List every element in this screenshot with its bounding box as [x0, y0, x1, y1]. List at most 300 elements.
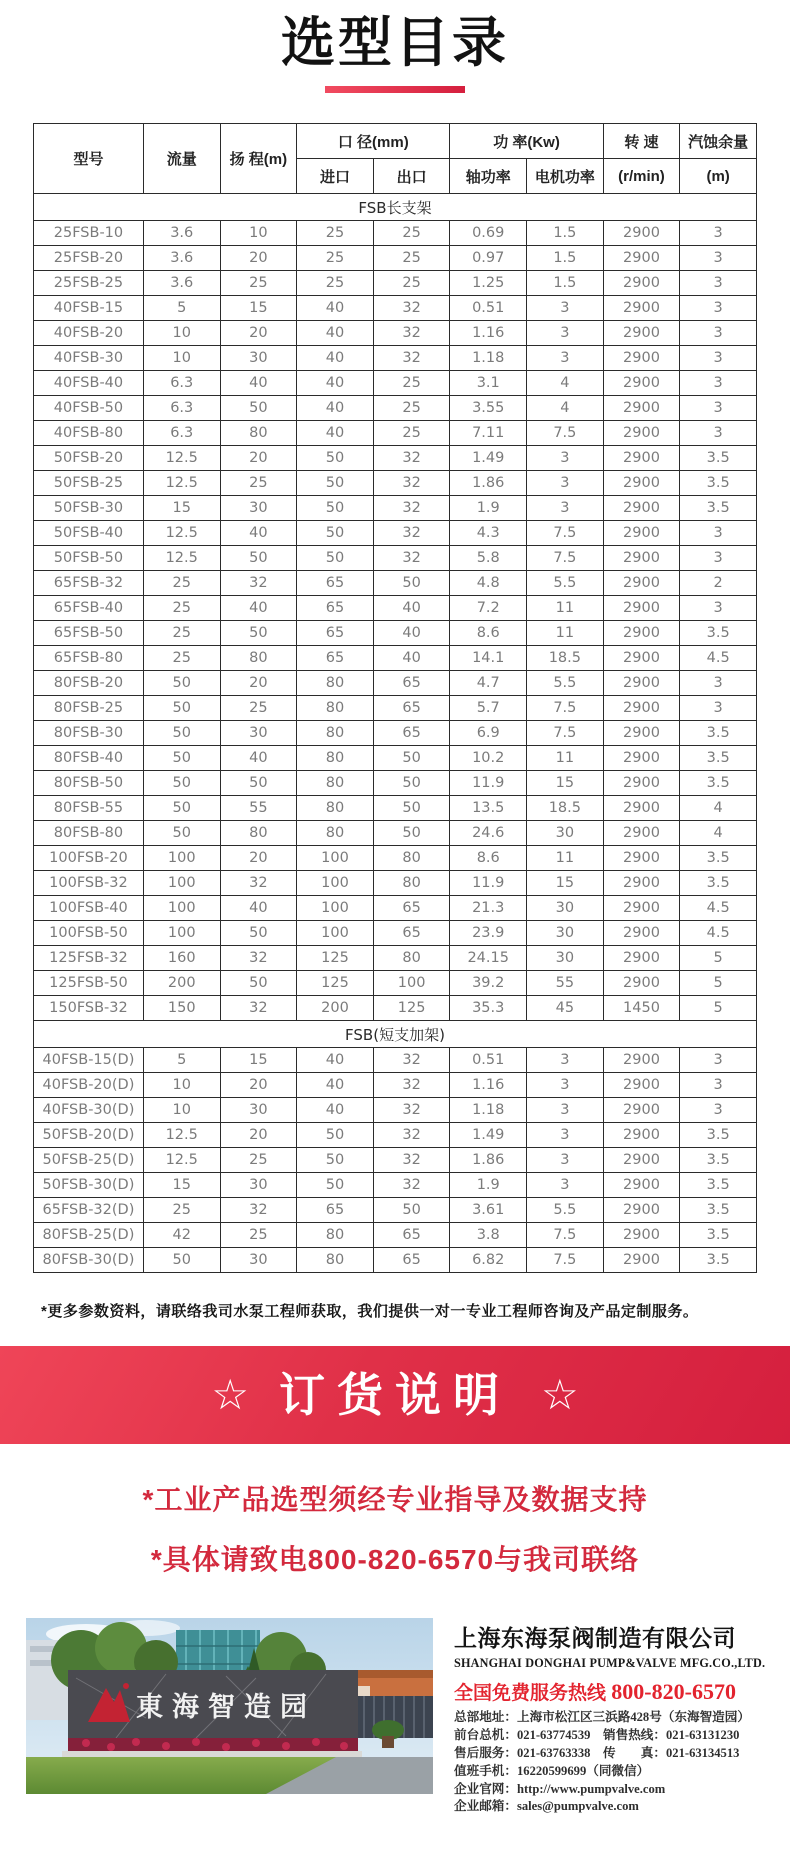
table-cell: 30	[220, 1098, 297, 1123]
table-cell: 20	[220, 1123, 297, 1148]
table-cell: 5.8	[450, 546, 527, 571]
table-cell: 4.3	[450, 521, 527, 546]
table-cell: 12.5	[143, 446, 220, 471]
table-cell: 80	[297, 796, 374, 821]
table-cell: 20	[220, 1073, 297, 1098]
table-cell: 4	[680, 821, 757, 846]
table-cell: 3.5	[680, 771, 757, 796]
contact-list	[454, 1709, 764, 1816]
table-row	[34, 896, 757, 921]
col-header-flow: 流量	[143, 124, 220, 194]
table-cell: 30	[220, 1248, 297, 1273]
company-info	[454, 1618, 764, 1816]
table-row	[34, 746, 757, 771]
table-cell: 3	[680, 1098, 757, 1123]
table-cell: 7.5	[527, 1248, 604, 1273]
table-cell: 32	[373, 1148, 450, 1173]
table-cell: 2900	[603, 371, 680, 396]
table-cell: 40FSB-15(D)	[34, 1048, 144, 1073]
table-cell: 160	[143, 946, 220, 971]
col-header-speed: 转 速	[603, 124, 680, 159]
selection-table-body	[34, 194, 757, 1273]
table-cell: 65	[373, 1223, 450, 1248]
table-cell: 2900	[603, 596, 680, 621]
table-cell: 30	[527, 896, 604, 921]
table-cell: 80	[297, 771, 374, 796]
table-row	[34, 521, 757, 546]
table-cell: 2900	[603, 771, 680, 796]
table-cell: 3	[527, 346, 604, 371]
col-header-head: 扬 程(m)	[220, 124, 297, 194]
table-cell: 4.5	[680, 921, 757, 946]
order-banner	[0, 1346, 790, 1444]
table-cell: 2900	[603, 696, 680, 721]
table-cell: 80	[297, 746, 374, 771]
table-cell: 80	[373, 846, 450, 871]
table-cell: 50	[220, 546, 297, 571]
table-row	[34, 1123, 757, 1148]
table-cell: 3.5	[680, 1123, 757, 1148]
col-header-motor-power: 电机功率	[527, 159, 604, 194]
table-cell: 80	[297, 1248, 374, 1273]
table-cell: 40	[297, 346, 374, 371]
table-row	[34, 721, 757, 746]
table-cell: 2900	[603, 896, 680, 921]
table-cell: 3.5	[680, 471, 757, 496]
table-cell: 25	[220, 696, 297, 721]
table-cell: 3	[527, 1098, 604, 1123]
table-cell: 39.2	[450, 971, 527, 996]
table-cell: 50	[220, 921, 297, 946]
table-cell: 125FSB-32	[34, 946, 144, 971]
table-cell: 40	[220, 746, 297, 771]
table-cell: 125	[373, 996, 450, 1021]
table-cell: 55	[220, 796, 297, 821]
contact-line: 前台总机：021-63774539 销售热线：021-63131230	[454, 1728, 740, 1743]
table-cell: 40	[373, 596, 450, 621]
table-cell: 50	[143, 821, 220, 846]
table-row	[34, 821, 757, 846]
table-cell: 3	[527, 446, 604, 471]
table-row	[34, 221, 757, 246]
table-row	[34, 871, 757, 896]
table-cell: 12.5	[143, 521, 220, 546]
table-cell: 80FSB-20	[34, 671, 144, 696]
table-cell: 80FSB-55	[34, 796, 144, 821]
table-cell: 3	[527, 471, 604, 496]
table-row	[34, 571, 757, 596]
col-header-model: 型号	[34, 124, 144, 194]
table-cell: 40	[220, 596, 297, 621]
table-cell: 50	[143, 771, 220, 796]
table-cell: 55	[527, 971, 604, 996]
table-cell: 100	[297, 921, 374, 946]
table-cell: 3	[680, 521, 757, 546]
table-cell: 0.97	[450, 246, 527, 271]
table-cell: 10	[143, 1073, 220, 1098]
table-cell: 100	[297, 846, 374, 871]
table-cell: 65FSB-50	[34, 621, 144, 646]
table-cell: 3	[680, 596, 757, 621]
table-cell: 25	[143, 571, 220, 596]
table-cell: 40	[373, 621, 450, 646]
sign-text: 東海智造园	[136, 1692, 316, 1723]
table-cell: 0.69	[450, 221, 527, 246]
table-cell: 5	[680, 971, 757, 996]
col-header-shaft-power: 轴功率	[450, 159, 527, 194]
table-cell: 65	[297, 596, 374, 621]
table-row	[34, 596, 757, 621]
table-cell: 3.5	[680, 1198, 757, 1223]
table-cell: 50FSB-30	[34, 496, 144, 521]
table-cell: 50	[220, 621, 297, 646]
table-row	[34, 421, 757, 446]
table-cell: 32	[373, 1173, 450, 1198]
table-cell: 30	[220, 496, 297, 521]
table-cell: 5	[143, 1048, 220, 1073]
table-cell: 6.3	[143, 421, 220, 446]
table-cell: 1.5	[527, 246, 604, 271]
table-cell: 32	[220, 1198, 297, 1223]
table-cell: 3.1	[450, 371, 527, 396]
table-cell: 18.5	[527, 646, 604, 671]
table-cell: 7.5	[527, 721, 604, 746]
table-cell: 45	[527, 996, 604, 1021]
table-cell: 30	[527, 921, 604, 946]
contact-line: 企业邮箱：sales@pumpvalve.com	[454, 1799, 639, 1814]
table-cell: 2900	[603, 921, 680, 946]
table-cell: 32	[373, 496, 450, 521]
table-cell: 1.5	[527, 271, 604, 296]
contact-line: 售后服务：021-63763338 传 真：021-63134513	[454, 1745, 740, 1760]
table-row	[34, 996, 757, 1021]
table-cell: 2900	[603, 671, 680, 696]
table-cell: 25	[297, 271, 374, 296]
table-cell: 3.55	[450, 396, 527, 421]
contact-line: 企业官网：http://www.pumpvalve.com	[454, 1781, 666, 1796]
table-cell: 1450	[603, 996, 680, 1021]
table-cell: 2900	[603, 346, 680, 371]
table-cell: 100	[143, 896, 220, 921]
table-cell: 32	[220, 996, 297, 1021]
table-cell: 24.6	[450, 821, 527, 846]
table-cell: 3	[527, 1148, 604, 1173]
table-cell: 32	[220, 871, 297, 896]
table-cell: 2900	[603, 746, 680, 771]
table-cell: 7.5	[527, 696, 604, 721]
table-row	[34, 946, 757, 971]
table-cell: 80FSB-30	[34, 721, 144, 746]
table-cell: 2900	[603, 496, 680, 521]
table-cell: 2900	[603, 246, 680, 271]
table-row	[34, 1173, 757, 1198]
table-cell: 12.5	[143, 471, 220, 496]
table-cell: 32	[373, 1073, 450, 1098]
table-cell: 8.6	[450, 621, 527, 646]
table-cell: 30	[527, 821, 604, 846]
table-cell: 40FSB-80	[34, 421, 144, 446]
table-cell: 65	[297, 571, 374, 596]
table-row	[34, 621, 757, 646]
table-cell: 80	[297, 1223, 374, 1248]
table-cell: 11	[527, 621, 604, 646]
order-banner-title: 订货说明	[279, 1369, 511, 1422]
table-cell: 32	[220, 946, 297, 971]
table-cell: 50	[297, 521, 374, 546]
table-cell: 65	[373, 671, 450, 696]
table-cell: 20	[220, 321, 297, 346]
table-cell: 15	[220, 1048, 297, 1073]
table-cell: 7.5	[527, 521, 604, 546]
table-cell: 1.5	[527, 221, 604, 246]
table-cell: 50	[143, 1248, 220, 1273]
table-cell: 2900	[603, 1148, 680, 1173]
table-cell: 40	[297, 421, 374, 446]
table-cell: 50	[297, 496, 374, 521]
table-cell: 3	[680, 396, 757, 421]
contact-line: 总部地址：上海市松江区三浜路428号（东海智造园）	[454, 1710, 750, 1725]
table-cell: 3	[680, 371, 757, 396]
table-cell: 50FSB-25(D)	[34, 1148, 144, 1173]
table-cell: 40	[297, 296, 374, 321]
table-cell: 7.5	[527, 1223, 604, 1248]
table-cell: 80FSB-25(D)	[34, 1223, 144, 1248]
star-icon: ☆	[211, 1371, 249, 1419]
table-cell: 3	[680, 546, 757, 571]
table-row	[34, 496, 757, 521]
table-cell: 5.7	[450, 696, 527, 721]
table-cell: 1.9	[450, 1173, 527, 1198]
table-cell: 25	[373, 221, 450, 246]
table-row	[34, 921, 757, 946]
table-cell: 3.5	[680, 1248, 757, 1273]
col-header-npsh-unit: (m)	[680, 159, 757, 194]
table-cell: 3.8	[450, 1223, 527, 1248]
table-cell: 80	[373, 946, 450, 971]
table-cell: 32	[373, 1048, 450, 1073]
footnote: *更多参数资料，请联络我司水泵工程师获取，我们提供一对一专业工程师咨询及产品定制服务。	[41, 1303, 699, 1321]
table-cell: 32	[373, 346, 450, 371]
table-cell: 80FSB-50	[34, 771, 144, 796]
table-cell: 40	[297, 321, 374, 346]
table-cell: 50	[143, 671, 220, 696]
table-header-row-1	[34, 124, 757, 159]
table-cell: 50FSB-20	[34, 446, 144, 471]
table-cell: 4.5	[680, 646, 757, 671]
table-cell: 4	[527, 396, 604, 421]
table-cell: 65	[297, 1198, 374, 1223]
service-hotline	[454, 1678, 764, 1705]
table-cell: 2900	[603, 796, 680, 821]
table-cell: 7.5	[527, 546, 604, 571]
table-cell: 65	[373, 921, 450, 946]
table-cell: 2900	[603, 1198, 680, 1223]
table-cell: 25FSB-10	[34, 221, 144, 246]
table-cell: 150	[143, 996, 220, 1021]
table-cell: 3.5	[680, 846, 757, 871]
table-row	[34, 646, 757, 671]
table-cell: 24.15	[450, 946, 527, 971]
table-cell: 40FSB-30(D)	[34, 1098, 144, 1123]
table-cell: 20	[220, 446, 297, 471]
table-cell: 40	[220, 896, 297, 921]
table-cell: 4.7	[450, 671, 527, 696]
table-cell: 15	[527, 871, 604, 896]
table-cell: 1.16	[450, 1073, 527, 1098]
table-cell: 65	[373, 1248, 450, 1273]
table-row	[34, 396, 757, 421]
table-cell: 3.5	[680, 871, 757, 896]
table-cell: 20	[220, 846, 297, 871]
table-cell: 25	[373, 421, 450, 446]
table-cell: 65FSB-32(D)	[34, 1198, 144, 1223]
table-cell: 32	[373, 546, 450, 571]
table-cell: 2900	[603, 1223, 680, 1248]
table-cell: 4	[680, 796, 757, 821]
table-cell: 3	[527, 1173, 604, 1198]
title-underline	[325, 86, 465, 93]
table-cell: 100FSB-20	[34, 846, 144, 871]
notice-block	[0, 1444, 790, 1578]
table-cell: 3	[680, 221, 757, 246]
table-cell: 65	[373, 721, 450, 746]
table-cell: 50	[143, 796, 220, 821]
table-cell: 18.5	[527, 796, 604, 821]
table-cell: 2900	[603, 1073, 680, 1098]
table-cell: 2900	[603, 946, 680, 971]
table-cell: 65	[373, 896, 450, 921]
factory-photo	[26, 1618, 433, 1794]
table-row	[34, 471, 757, 496]
table-cell: 11.9	[450, 871, 527, 896]
table-cell: 100	[373, 971, 450, 996]
table-cell: 40	[297, 371, 374, 396]
table-cell: 50FSB-30(D)	[34, 1173, 144, 1198]
table-cell: 2900	[603, 271, 680, 296]
table-cell: 80	[297, 721, 374, 746]
table-row	[34, 546, 757, 571]
table-cell: 2900	[603, 821, 680, 846]
section-label: FSB(短支加架)	[34, 1021, 757, 1048]
table-cell: 100	[297, 896, 374, 921]
col-header-outlet: 出口	[373, 159, 450, 194]
notice-line-1: *工业产品选型须经专业指导及数据支持	[142, 1484, 648, 1516]
table-cell: 6.3	[143, 371, 220, 396]
table-cell: 2900	[603, 296, 680, 321]
table-cell: 5.5	[527, 671, 604, 696]
table-cell: 3	[680, 271, 757, 296]
table-cell: 80	[297, 696, 374, 721]
table-cell: 25FSB-20	[34, 246, 144, 271]
table-cell: 3	[527, 321, 604, 346]
table-cell: 2900	[603, 221, 680, 246]
table-row	[34, 246, 757, 271]
table-cell: 32	[373, 521, 450, 546]
table-row	[34, 271, 757, 296]
table-cell: 200	[297, 996, 374, 1021]
table-cell: 0.51	[450, 296, 527, 321]
table-row	[34, 846, 757, 871]
table-row	[34, 671, 757, 696]
table-cell: 2900	[603, 471, 680, 496]
table-cell: 32	[220, 571, 297, 596]
table-cell: 2900	[603, 621, 680, 646]
table-cell: 80FSB-40	[34, 746, 144, 771]
table-row	[34, 321, 757, 346]
table-cell: 25	[373, 396, 450, 421]
table-cell: 65FSB-80	[34, 646, 144, 671]
table-cell: 50	[143, 696, 220, 721]
table-cell: 1.16	[450, 321, 527, 346]
table-cell: 40	[220, 371, 297, 396]
table-cell: 3.5	[680, 446, 757, 471]
table-cell: 3.61	[450, 1198, 527, 1223]
table-cell: 3	[527, 1048, 604, 1073]
table-cell: 3	[680, 1073, 757, 1098]
table-cell: 3	[680, 246, 757, 271]
table-cell: 40	[297, 1098, 374, 1123]
table-cell: 2900	[603, 1248, 680, 1273]
table-cell: 15	[220, 296, 297, 321]
table-cell: 12.5	[143, 1148, 220, 1173]
table-row	[34, 796, 757, 821]
table-cell: 80	[297, 671, 374, 696]
table-cell: 150FSB-32	[34, 996, 144, 1021]
table-cell: 125	[297, 946, 374, 971]
table-cell: 50	[220, 396, 297, 421]
company-name-cn: 上海东海泵阀制造有限公司	[454, 1625, 736, 1652]
table-cell: 50	[297, 1173, 374, 1198]
table-cell: 2900	[603, 421, 680, 446]
table-cell: 30	[527, 946, 604, 971]
table-cell: 7.2	[450, 596, 527, 621]
table-cell: 3.6	[143, 271, 220, 296]
table-cell: 30	[220, 1173, 297, 1198]
table-cell: 65	[297, 646, 374, 671]
table-cell: 2900	[603, 971, 680, 996]
table-cell: 42	[143, 1223, 220, 1248]
table-row	[34, 346, 757, 371]
table-cell: 40FSB-40	[34, 371, 144, 396]
table-cell: 40FSB-15	[34, 296, 144, 321]
table-cell: 1.49	[450, 446, 527, 471]
col-header-power: 功 率(Kw)	[450, 124, 603, 159]
table-cell: 25	[373, 271, 450, 296]
table-cell: 200	[143, 971, 220, 996]
table-cell: 125	[297, 971, 374, 996]
table-cell: 50FSB-40	[34, 521, 144, 546]
table-cell: 3.5	[680, 721, 757, 746]
table-cell: 50	[143, 746, 220, 771]
table-cell: 40	[297, 396, 374, 421]
table-cell: 40	[220, 521, 297, 546]
company-name-en: SHANGHAI DONGHAI PUMP&VALVE MFG.CO.,LTD.	[454, 1656, 766, 1671]
table-cell: 25	[143, 596, 220, 621]
table-cell: 25	[143, 621, 220, 646]
table-cell: 50	[297, 546, 374, 571]
table-cell: 100FSB-50	[34, 921, 144, 946]
table-cell: 5.5	[527, 571, 604, 596]
table-cell: 1.86	[450, 471, 527, 496]
table-cell: 2900	[603, 521, 680, 546]
table-cell: 6.82	[450, 1248, 527, 1273]
table-cell: 40FSB-50	[34, 396, 144, 421]
table-cell: 1.86	[450, 1148, 527, 1173]
table-cell: 6.3	[143, 396, 220, 421]
table-cell: 5	[143, 296, 220, 321]
table-cell: 15	[527, 771, 604, 796]
table-cell: 3.5	[680, 496, 757, 521]
